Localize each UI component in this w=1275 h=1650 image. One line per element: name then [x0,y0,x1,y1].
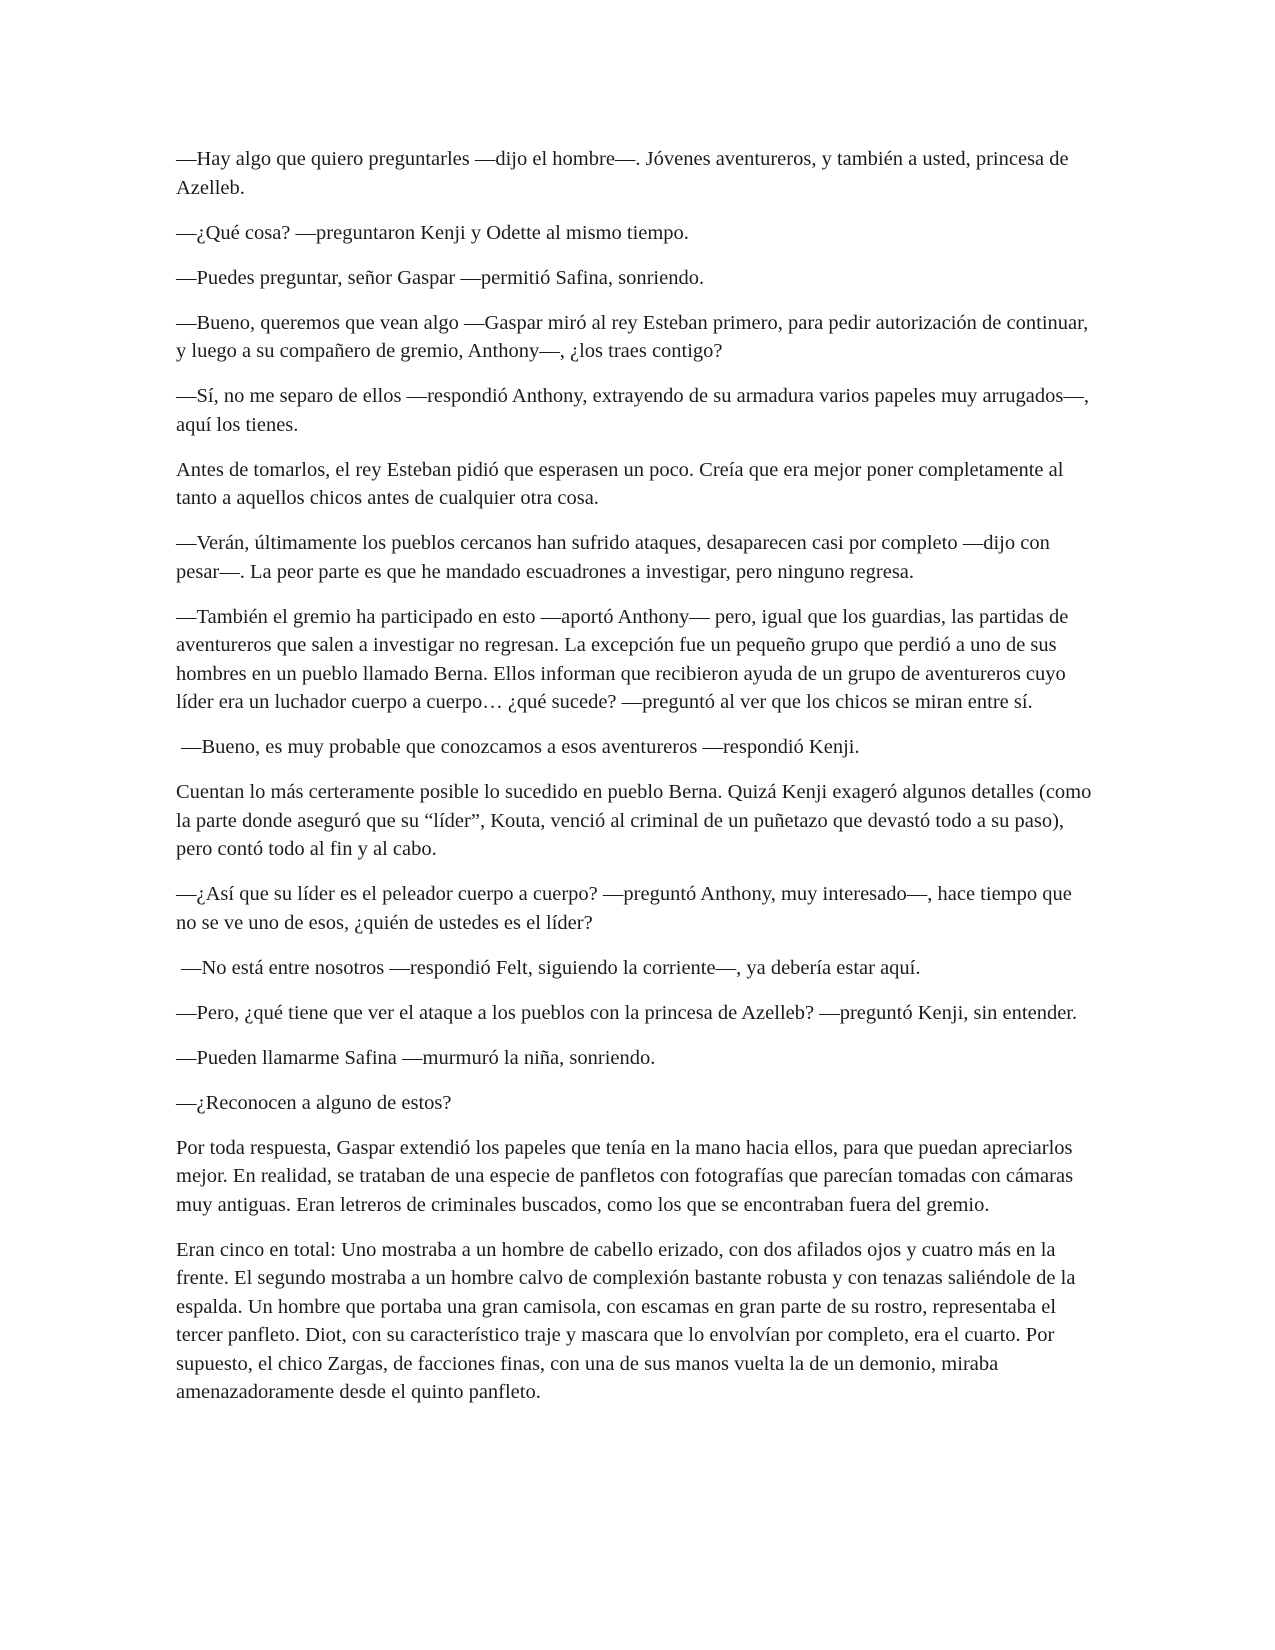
paragraph-9: —Bueno, es muy probable que conozcamos a esos aventureros —respondió Kenji. [181,736,860,758]
paragraph-17: Eran cinco en total: Uno mostraba a un hombre de cabello erizado, con dos afilados ojos y cuatro más en la frente. El segundo mostraba a un hombre calvo de complexión bastante robusta y con tenazas saliéndole de la espalda. Un hombre que portaba una gran camisola, con escamas en gran parte de su rostro, representaba el tercer panfleto. Diot, con su característico traje y mascara que lo envolvían por completo, era el cuarto. Por supuesto, el chico Zargas, de facciones finas, con una de sus manos vuelta la de un demonio, miraba amenazadoramente desde el quinto panfleto. [176,1238,1076,1403]
paragraph-12: —No está entre nosotros —respondió Felt, siguiendo la corriente—, ya debería estar aquí. [181,956,921,979]
paragraph-15: —¿Reconocen a alguno de estos? [176,1091,452,1114]
paragraph-7: —Verán, últimamente los pueblos cercanos han sufrido ataques, desaparecen casi por completo —dijo con pesar—. La peor parte es que he mandado escuadrones a investigar, pero ninguno regresa. [176,532,1050,583]
paragraph-11: —¿Así que su líder es el peleador cuerpo a cuerpo? —preguntó Anthony, muy interesado—, hace tiempo que no se ve uno de esos, ¿quién de ustedes es el líder? [176,883,1072,934]
paragraph-2: —¿Qué cosa? —preguntaron Kenji y Odette al mismo tiempo. [176,221,689,244]
paragraph-13: —Pero, ¿qué tiene que ver el ataque a los pueblos con la princesa de Azelleb? —preguntó Kenji, sin entender. [176,1001,1078,1024]
document-page [176,145,1096,1423]
paragraph-1: —Hay algo que quiero preguntarles —dijo el hombre—. Jóvenes aventureros, y también a usted, princesa de Azelleb. [176,148,1069,199]
paragraph-3: —Puedes preguntar, señor Gaspar —permitió Safina, sonriendo. [176,266,705,289]
paragraph-16: Por toda respuesta, Gaspar extendió los papeles que tenía en la mano hacia ellos, para que puedan apreciarlos mejor. En realidad, se trataban de una especie de panfletos con fotografías que parecían tomadas con cámaras muy antiguas. Eran letreros de criminales buscados, como los que se encontraban fuera del gremio. [176,1136,1074,1216]
paragraph-5: —Sí, no me separo de ellos —respondió Anthony, extrayendo de su armadura varios papeles muy arrugados—, aquí los tienes. [176,385,1089,436]
paragraph-4: —Bueno, queremos que vean algo —Gaspar miró al rey Esteban primero, para pedir autorización de continuar, y luego a su compañero de gremio, Anthony—, ¿los traes contigo? [176,311,1089,362]
paragraph-6: Antes de tomarlos, el rey Esteban pidió que esperasen un poco. Creía que era mejor poner completamente al tanto a aquellos chicos antes de cualquier otra cosa. [176,458,1064,509]
paragraph-14: —Pueden llamarme Safina —murmuró la niña, sonriendo. [176,1046,656,1069]
paragraph-10: Cuentan lo más certeramente posible lo sucedido en pueblo Berna. Quizá Kenji exageró algunos detalles (como la parte donde aseguró que su “líder”, Kouta, venció al criminal de un puñetazo que devastó todo a su paso), pero contó todo al fin y al cabo. [176,781,1092,860]
paragraph-8: —También el gremio ha participado en esto —aportó Anthony— pero, igual que los guardias, las partidas de aventureros que salen a investigar no regresan. La excepción fue un pequeño grupo que perdió a uno de sus hombres en un pueblo llamado Berna. Ellos informan que recibieron ayuda de un grupo de aventureros cuyo líder era un luchador cuerpo a cuerpo… ¿qué sucede? —preguntó al ver que los chicos se miran entre sí. [176,605,1069,713]
